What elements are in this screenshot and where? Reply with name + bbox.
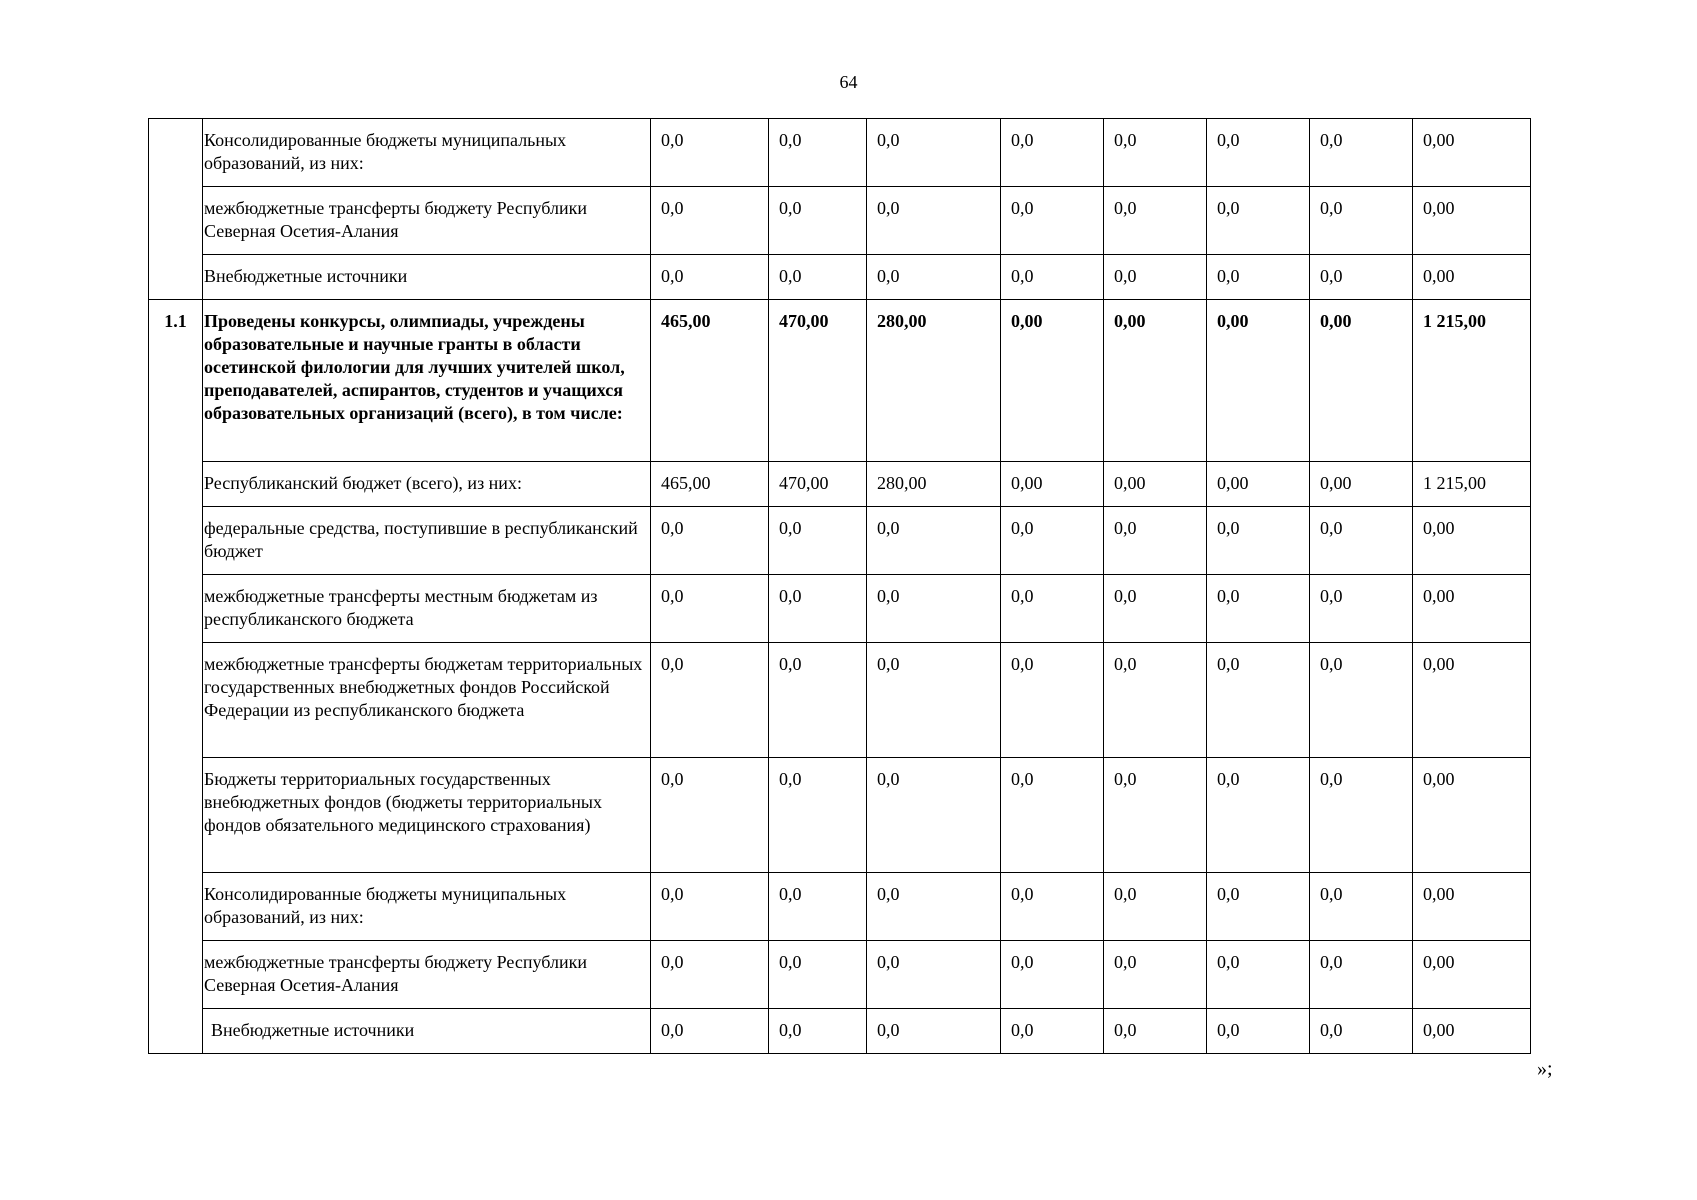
row-value-cell: 0,0 xyxy=(651,1009,769,1054)
table-row xyxy=(149,187,1531,255)
row-value-cell: 0,0 xyxy=(1207,255,1310,300)
row-value-cell: 0,0 xyxy=(1104,1009,1207,1054)
row-value-cell: 0,0 xyxy=(867,941,1001,1009)
row-value-cell: 0,0 xyxy=(867,507,1001,575)
row-value-cell: 280,00 xyxy=(867,462,1001,507)
row-number-cell xyxy=(149,119,203,187)
row-value-cell: 0,00 xyxy=(1104,462,1207,507)
table-row xyxy=(149,255,1531,300)
row-number-cell xyxy=(149,1009,203,1054)
row-value-cell: 0,0 xyxy=(1310,941,1413,1009)
row-value-cell: 0,0 xyxy=(1104,507,1207,575)
row-total-value-cell: 0,00 xyxy=(1413,255,1531,300)
row-value-cell: 0,0 xyxy=(1310,575,1413,643)
row-total-value-cell: 0,00 xyxy=(1413,575,1531,643)
table-row xyxy=(149,462,1531,507)
row-value-cell: 280,00 xyxy=(867,300,1001,462)
row-value-cell: 0,0 xyxy=(651,873,769,941)
row-value-cell: 0,00 xyxy=(1207,300,1310,462)
row-number-cell xyxy=(149,873,203,941)
table-row xyxy=(149,758,1531,873)
row-value-cell: 0,0 xyxy=(1310,255,1413,300)
row-value-cell: 0,0 xyxy=(1207,1009,1310,1054)
row-value-cell: 0,0 xyxy=(769,873,867,941)
row-value-cell: 0,0 xyxy=(1207,941,1310,1009)
table-row xyxy=(149,873,1531,941)
row-value-cell: 0,00 xyxy=(1207,462,1310,507)
row-value-cell: 0,0 xyxy=(1207,758,1310,873)
row-label-cell: Бюджеты территориальных государственных внебюджетных фондов (бюджеты территориальных фондов обязательного медицинского страхования) xyxy=(203,758,651,873)
row-value-cell: 0,0 xyxy=(1207,507,1310,575)
row-value-cell: 0,0 xyxy=(651,758,769,873)
row-value-cell: 0,0 xyxy=(769,507,867,575)
row-value-cell: 0,0 xyxy=(769,758,867,873)
row-value-cell: 0,0 xyxy=(1001,187,1104,255)
row-value-cell: 0,0 xyxy=(1207,119,1310,187)
row-value-cell: 0,0 xyxy=(1310,187,1413,255)
row-number-cell xyxy=(149,575,203,643)
row-number-cell xyxy=(149,643,203,758)
row-total-value-cell: 1 215,00 xyxy=(1413,300,1531,462)
row-value-cell: 0,0 xyxy=(1310,873,1413,941)
table-row xyxy=(149,643,1531,758)
row-value-cell: 0,0 xyxy=(1001,941,1104,1009)
row-number-cell xyxy=(149,187,203,255)
row-value-cell: 0,0 xyxy=(769,187,867,255)
row-value-cell: 0,0 xyxy=(1001,758,1104,873)
table-row xyxy=(149,1009,1531,1054)
row-value-cell: 0,0 xyxy=(651,643,769,758)
row-value-cell: 0,00 xyxy=(1310,462,1413,507)
row-value-cell: 0,0 xyxy=(867,187,1001,255)
row-value-cell: 0,00 xyxy=(1001,462,1104,507)
row-value-cell: 0,0 xyxy=(1001,1009,1104,1054)
row-value-cell: 0,0 xyxy=(1001,873,1104,941)
row-total-value-cell: 0,00 xyxy=(1413,643,1531,758)
row-value-cell: 0,0 xyxy=(651,119,769,187)
row-value-cell: 0,0 xyxy=(1207,873,1310,941)
row-value-cell: 0,0 xyxy=(769,575,867,643)
row-label-cell: межбюджетные трансферты бюджетам территориальных государственных внебюджетных фондов Российской Федерации из республиканского бюджета xyxy=(203,643,651,758)
row-value-cell: 470,00 xyxy=(769,300,867,462)
row-value-cell: 0,0 xyxy=(1001,119,1104,187)
row-label-cell: Консолидированные бюджеты муниципальных образований, из них: xyxy=(203,119,651,187)
row-label-cell: Проведены конкурсы, олимпиады, учреждены образовательные и научные гранты в области осетинской филологии для лучших учителей школ, преподавателей, аспирантов, студентов и учащихся образовательных организаций (всего), в том числе: xyxy=(203,300,651,462)
row-value-cell: 0,0 xyxy=(769,1009,867,1054)
row-value-cell: 0,0 xyxy=(651,507,769,575)
table-row xyxy=(149,575,1531,643)
row-value-cell: 0,0 xyxy=(651,187,769,255)
row-total-value-cell: 0,00 xyxy=(1413,1009,1531,1054)
row-label-cell: Консолидированные бюджеты муниципальных образований, из них: xyxy=(203,873,651,941)
row-label-cell: межбюджетные трансферты бюджету Республики Северная Осетия-Алания xyxy=(203,187,651,255)
row-value-cell: 0,0 xyxy=(1310,507,1413,575)
row-value-cell: 0,00 xyxy=(1310,300,1413,462)
row-total-value-cell: 0,00 xyxy=(1413,119,1531,187)
row-value-cell: 0,0 xyxy=(769,643,867,758)
row-label-cell: межбюджетные трансферты местным бюджетам из республиканского бюджета xyxy=(203,575,651,643)
row-value-cell: 465,00 xyxy=(651,462,769,507)
row-value-cell: 0,0 xyxy=(867,575,1001,643)
row-value-cell: 0,0 xyxy=(1001,507,1104,575)
row-label-cell: Внебюджетные источники xyxy=(203,1009,651,1054)
row-value-cell: 0,0 xyxy=(1310,119,1413,187)
row-value-cell: 0,0 xyxy=(651,575,769,643)
row-value-cell: 0,0 xyxy=(867,119,1001,187)
row-number-cell xyxy=(149,941,203,1009)
row-value-cell: 0,00 xyxy=(1001,300,1104,462)
row-number-cell xyxy=(149,758,203,873)
row-total-value-cell: 0,00 xyxy=(1413,187,1531,255)
row-label-cell: Республиканский бюджет (всего), из них: xyxy=(203,462,651,507)
row-value-cell: 0,0 xyxy=(867,873,1001,941)
row-value-cell: 0,0 xyxy=(1310,643,1413,758)
row-label-cell: Внебюджетные источники xyxy=(203,255,651,300)
table-row xyxy=(149,941,1531,1009)
row-value-cell: 0,0 xyxy=(1310,1009,1413,1054)
row-value-cell: 470,00 xyxy=(769,462,867,507)
row-value-cell: 0,0 xyxy=(867,255,1001,300)
row-value-cell: 0,0 xyxy=(769,255,867,300)
row-value-cell: 0,0 xyxy=(651,941,769,1009)
row-label-cell: федеральные средства, поступившие в республиканский бюджет xyxy=(203,507,651,575)
row-value-cell: 0,0 xyxy=(1104,187,1207,255)
row-value-cell: 0,0 xyxy=(1104,119,1207,187)
row-value-cell: 0,0 xyxy=(1207,643,1310,758)
row-total-value-cell: 0,00 xyxy=(1413,507,1531,575)
row-value-cell: 465,00 xyxy=(651,300,769,462)
row-value-cell: 0,0 xyxy=(1104,643,1207,758)
row-value-cell: 0,0 xyxy=(1001,575,1104,643)
row-value-cell: 0,0 xyxy=(1104,255,1207,300)
row-total-value-cell: 0,00 xyxy=(1413,941,1531,1009)
row-value-cell: 0,0 xyxy=(867,1009,1001,1054)
row-value-cell: 0,0 xyxy=(769,119,867,187)
row-value-cell: 0,0 xyxy=(867,643,1001,758)
row-value-cell: 0,0 xyxy=(1104,575,1207,643)
table-row xyxy=(149,119,1531,187)
row-total-value-cell: 0,00 xyxy=(1413,873,1531,941)
row-total-value-cell: 1 215,00 xyxy=(1413,462,1531,507)
closing-quote-mark: »; xyxy=(1537,1058,1553,1080)
row-number-cell xyxy=(149,462,203,507)
table-row xyxy=(149,507,1531,575)
table-row-section-total xyxy=(149,300,1531,462)
row-number-cell: 1.1 xyxy=(149,300,203,462)
row-value-cell: 0,00 xyxy=(1104,300,1207,462)
row-value-cell: 0,0 xyxy=(867,758,1001,873)
row-value-cell: 0,0 xyxy=(1207,187,1310,255)
row-value-cell: 0,0 xyxy=(1104,873,1207,941)
row-value-cell: 0,0 xyxy=(1001,255,1104,300)
row-value-cell: 0,0 xyxy=(651,255,769,300)
page-number: 64 xyxy=(839,72,858,92)
row-value-cell: 0,0 xyxy=(1207,575,1310,643)
row-number-cell xyxy=(149,255,203,300)
row-total-value-cell: 0,00 xyxy=(1413,758,1531,873)
row-value-cell: 0,0 xyxy=(1001,643,1104,758)
row-value-cell: 0,0 xyxy=(1104,941,1207,1009)
budget-table xyxy=(148,118,1531,1054)
row-value-cell: 0,0 xyxy=(1104,758,1207,873)
row-number-cell xyxy=(149,507,203,575)
row-label-cell: межбюджетные трансферты бюджету Республики Северная Осетия-Алания xyxy=(203,941,651,1009)
row-value-cell: 0,0 xyxy=(1310,758,1413,873)
row-value-cell: 0,0 xyxy=(769,941,867,1009)
